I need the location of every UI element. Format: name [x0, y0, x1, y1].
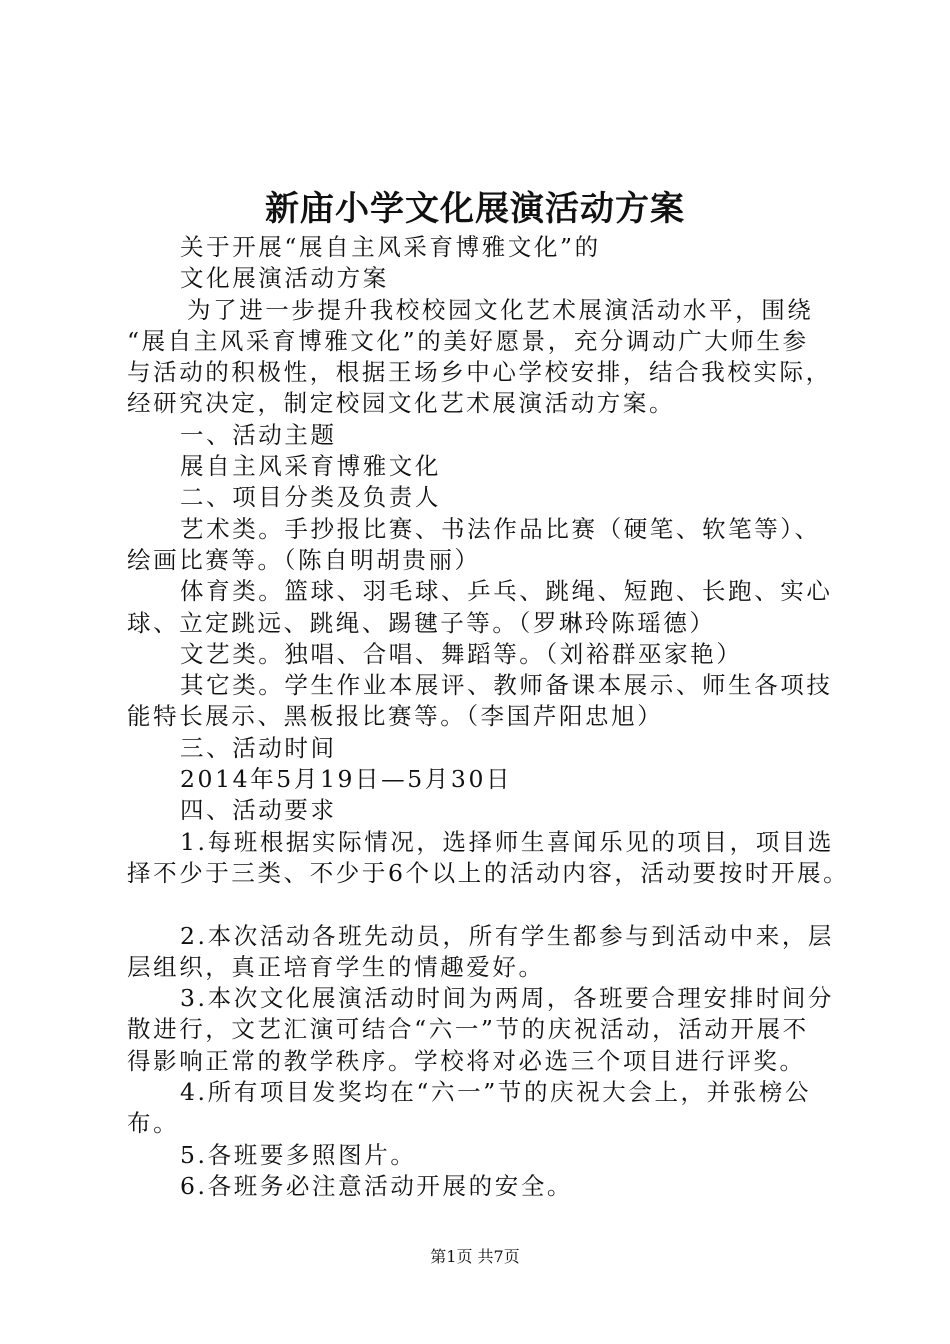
intro-paragraph-line: “展自主风采育博雅文化”的美好愿景，充分调动广大师生参: [127, 326, 809, 355]
requirement-5-line: 5.各班要多照图片。: [180, 1140, 417, 1169]
requirement-6-line: 6.各班务必注意活动开展的安全。: [180, 1171, 574, 1200]
intro-paragraph-line: 为了进一步提升我校校园文化艺术展演活动水平，围绕: [187, 295, 814, 324]
requirement-4-line: 布。: [127, 1109, 180, 1138]
requirement-2-line: 层组织，真正培育学生的情趣爱好。: [127, 952, 545, 981]
document-body: [127, 232, 850, 1202]
category-other-line: 能特长展示、黑板报比赛等。（李国芹阳忠旭）: [127, 702, 664, 731]
requirement-3-line: 3.本次文化展演活动时间为两周，各班要合理安排时间分: [180, 984, 835, 1013]
category-art-line: 艺术类。手抄报比赛、书法作品比赛（硬笔、软笔等）、: [180, 514, 821, 543]
blank-line: [127, 889, 845, 920]
requirement-4-line: 4.所有项目发奖均在“六一”节的庆祝大会上，并张榜公: [180, 1078, 812, 1107]
requirement-1-line: 择不少于三类、不少于6个以上的活动内容，活动要按时开展。: [127, 858, 850, 887]
subtitle-line-1: 关于开展“展自主风采育博雅文化”的: [180, 233, 601, 261]
intro-paragraph-line: 经研究决定，制定校园文化艺术展演活动方案。: [127, 389, 676, 418]
category-sports-line: 球、立定跳远、跳绳、踢毽子等。（罗琳玲陈瑶德）: [127, 608, 716, 637]
category-sports-line: 体育类。篮球、羽毛球、乒乓、跳绳、短跑、长跑、实心: [180, 577, 833, 606]
category-art-line: 绘画比赛等。（陈自明胡贵丽）: [127, 545, 481, 574]
subtitle-line-2: 文化展演活动方案: [180, 264, 389, 293]
section-heading-requirements: 四、活动要求: [180, 796, 337, 825]
section-heading-theme: 一、活动主题: [180, 420, 337, 449]
requirement-1-line: 1.每班根据实际情况，选择师生喜闻乐见的项目，项目选: [180, 827, 835, 856]
requirement-2-line: 2.本次活动各班先动员，所有学生都参与到活动中来，层: [180, 921, 835, 950]
requirement-3-line: 得影响正常的教学秩序。学校将对必选三个项目进行评奖。: [127, 1046, 806, 1075]
document-title: 新庙小学文化展演活动方案: [265, 189, 685, 229]
requirement-3-line: 散进行，文艺汇演可结合“六一”节的庆祝活动，活动开展不: [127, 1015, 809, 1044]
category-other-line: 其它类。学生作业本展评、教师备课本展示、师生各项技: [180, 671, 833, 700]
intro-paragraph-line: 与活动的积极性，根据王场乡中心学校安排，结合我校实际，: [127, 358, 832, 387]
section-heading-categories: 二、项目分类及负责人: [180, 483, 441, 512]
page-number-footer: 第1页 共7页: [430, 1247, 520, 1266]
category-performance-line: 文艺类。独唱、合唱、舞蹈等。（刘裕群巫家艳）: [180, 639, 743, 668]
activity-date-range: 2014年5月19日—5月30日: [180, 765, 513, 794]
section-heading-time: 三、活动时间: [180, 733, 337, 762]
theme-text: 展自主风采育博雅文化: [180, 452, 441, 481]
